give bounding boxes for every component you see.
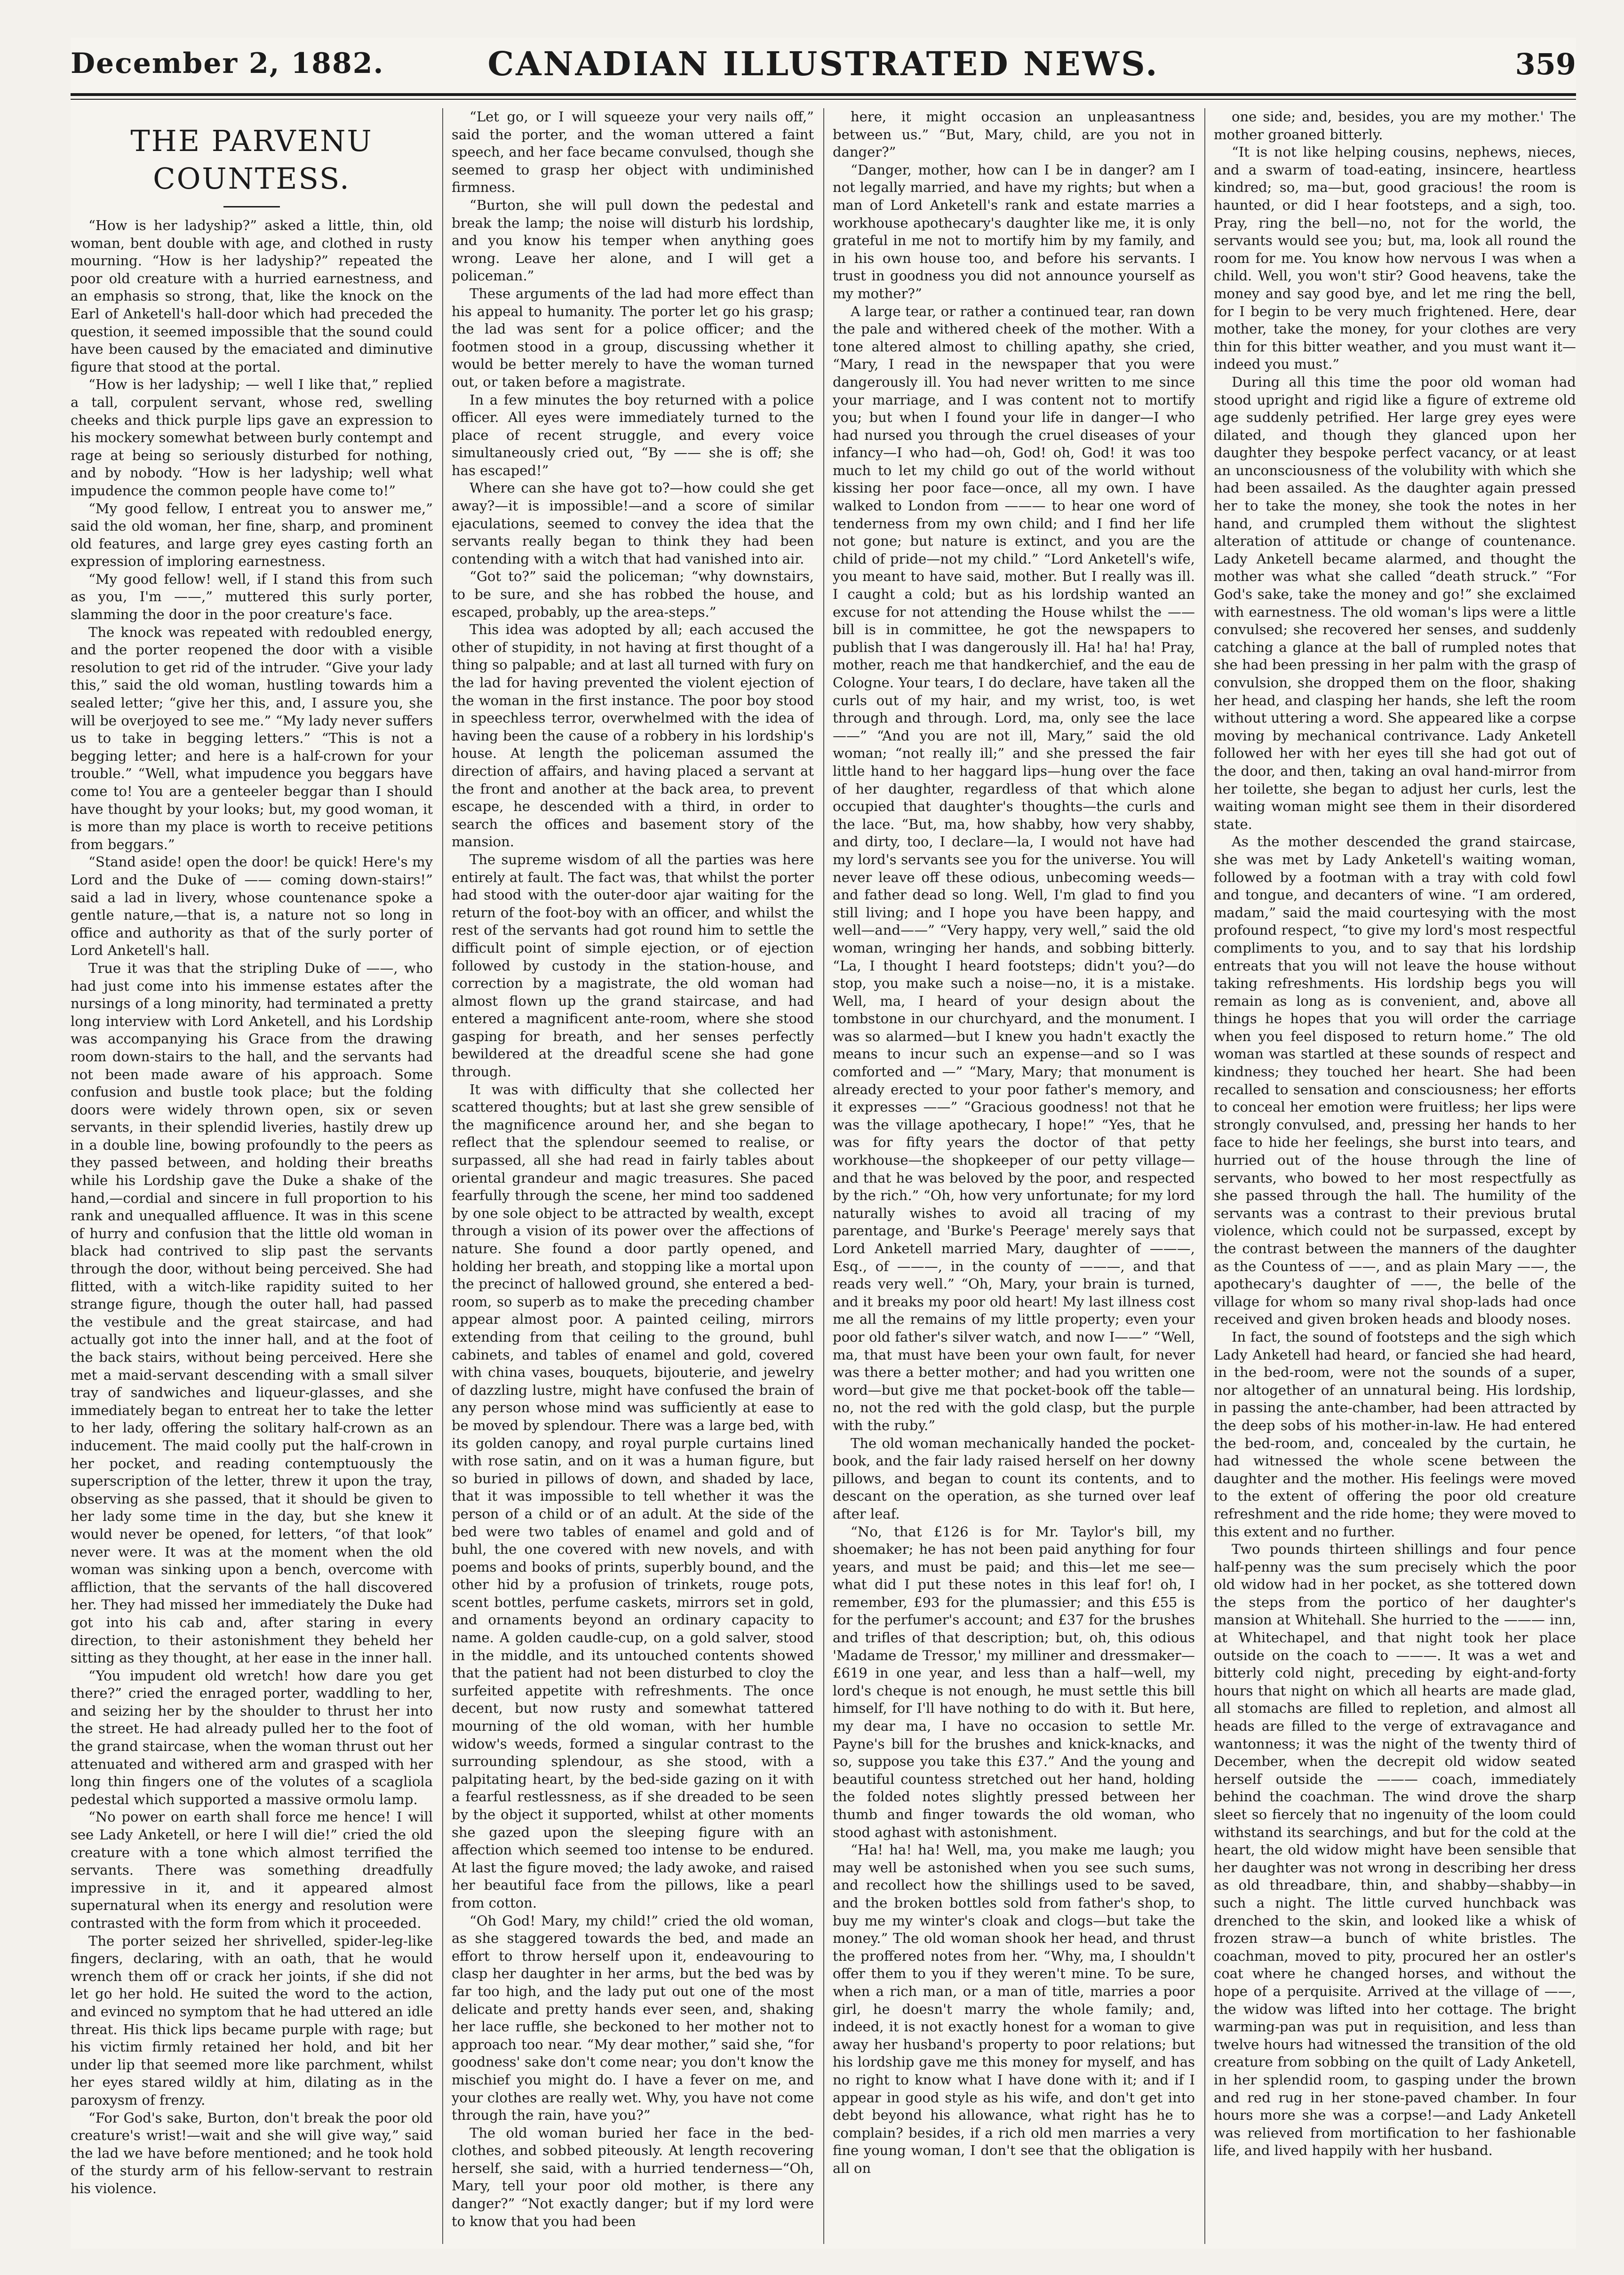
article-paragraph: “For God's sake, Burton, don't break the poor old creature's wrist!—wait and she will give way,” said the lad we have before mentioned; and he took hold of the sturdy arm of his fellow-servant to restrain his violence. bbox=[71, 2109, 433, 2196]
article-paragraph: As the mother descended the grand staircase, she was met by Lady Anketell's waiting woman, followed by a footman with a tray with cold fowl and tongue, and decanters of wine. “I am ordered, madam,” said the maid courtesying with the most profound respect, “to give my lord's most respectful compliments to you, and to say that his lordship entreats that you will not leave the house without taking refreshments. His lordship begs you will remain as long as is convenient, and, above all things he hopes that you will order the carriage when you feel disposed to return home.” The old woman was startled at these sounds of respect and kindness; they touched her heart. She had been recalled to sensation and consciousness; her efforts to conceal her emotion were fruitless; her lips were strongly convulsed, and, pressing her hands to her face to hide her feelings, she burst into tears, and hurried out of the house through the line of servants, who bowed to her most respectfully as she passed through the hall. The humility of the servants was a contrast to their previous brutal violence, which could not be surpassed, except by the contrast between the manners of the daughter as the Countess of ——, and as plain Mary ——, the apothecary's daughter of ——, the belle of the village for whom so many rival shop-lads had once received and given broken heads and bloody noses. bbox=[1214, 834, 1576, 1328]
publication-title: CANADIAN ILLUSTRATED NEWS. bbox=[487, 44, 1159, 83]
article-paragraph: In fact, the sound of footsteps and the sigh which Lady Anketell had heard, or fancied she had heard, in the bed-room, were not the sounds of a super, nor altogether of an unnatural being. His lordship, in passing the ante-chamber, had been attracted by the deep sobs of his mother-in-law. He had entered the bed-room, and, concealed by the curtain, he had witnessed the whole scene between the daughter and the mother. His feelings were moved to the extent of offering the poor old creature refreshment and the ride home; they were moved to this extent and no further. bbox=[1214, 1328, 1576, 1540]
article-paragraph: “You impudent old wretch! how dare you get there?” cried the enraged porter, waddling to her, and seizing her by the shoulder to thrust her into the street. He had already pulled her to the foot of the grand staircase, when the woman thrust out her attenuated and withered arm and grasped with her long thin fingers one of the volutes of a scagliola pedestal which supported a massive ormolu lamp. bbox=[71, 1667, 433, 1807]
article-paragraph: True it was that the stripling Duke of ——, who had just come into his immense estates after the nursings of a long minority, had terminated a pretty long interview with Lord Anketell, and his Lordship was accompanying his Grace from the drawing room down-stairs to the hall, and the servants had not been made aware of his approach. Some confusion and bustle took place; but the folding doors were widely thrown open, six or seven servants, in their splendid liveries, hastily drew up in a double line, bowing profoundly to the peers as they passed between, and holding their breaths while his Lordship gave the Duke a shake of the hand,—cordial and sincere in full proportion to his rank and unequalled affluence. It was in this scene of hurry and confusion that the little old woman in black had contrived to slip past the servants through the door, without being perceived. She had flitted, with a witch-like rapidity suited to her strange figure, though the outer hall, had passed the vestibule and the great staircase, and had actually got into the inner hall, and at the foot of the back stairs, without being perceived. Here she met a maid-servant descending with a small silver tray of sandwiches and liqueur-glasses, and she immediately began to entreat her to take the letter to her lady, offering the solitary half-crown as an inducement. The maid coolly put the half-crown in her pocket, and reading contemptuously the superscription of the letter, threw it upon the tray, observing as she passed, that it should be given to her lady some time in the day, but she knew it would never be opened, for letters, “of that look” never were. It was at the moment when the old woman was sinking upon a bench, overcome with affliction, that the servants of the hall discovered her. They had missed her immediately the Duke had got into his cab and, after staring in every direction, to their astonishment they beheld her sitting as they thought, at her ease in the inner hall. bbox=[71, 960, 433, 1666]
article-paragraph: “Got to?” said the policeman; “why downstairs, to be sure, and she has robbed the house, and escaped, probably, up the area-steps.” bbox=[452, 568, 814, 620]
title-rule bbox=[223, 206, 280, 207]
running-header bbox=[71, 38, 1576, 89]
article-paragraph: “Burton, she will pull down the pedestal and break the lamp; the noise will disturb his lordship, and you know his temper when anything goes wrong. Leave her alone, and I will get a policeman.” bbox=[452, 197, 814, 284]
article-paragraph: “My good fellow, I entreat you to answer me,” said the old woman, her fine, sharp, and prominent old features, and large grey eyes casting forth an expression of imploring earnestness. bbox=[71, 500, 433, 570]
page-number: 359 bbox=[1515, 47, 1576, 81]
column-divider bbox=[823, 108, 824, 2244]
article-paragraph: The old woman mechanically handed the pocket-book, and the fair lady raised herself on her downy pillows, and began to count its contents, and to descant on the operation, as she turned over leaf after leaf. bbox=[833, 1435, 1195, 1522]
article-paragraph: This idea was adopted by all; each accused the other of stupidity, in not having at first thought of a thing so palpable; and at last all turned with fury on the lad for having prevented the violent ejection of the woman in the first instance. The poor boy stood in speechless terror, overwhelmed with the idea of having been the cause of a robbery in his lordship's house. At length the policeman assumed the direction of affairs, and having placed a servant at the front and another at the back area, to prevent escape, he descended with a third, in order to search the offices and basement story of the mansion. bbox=[452, 621, 814, 850]
article-paragraph: “Oh God! Mary, my child!” cried the old woman, as she staggered towards the bed, and made an effort to throw herself upon it, endeavouring to clasp her daughter in her arms, but the bed was by far too high, and the lady put out one of the most delicate and pretty hands ever seen, and, shaking her lace ruffle, she beckoned to her mother not to approach too near. “My dear mother,” said she, “for goodness' sake don't come near; you don't know the mischief you might do. I have a fever on me, and your clothes are really wet. Why, you have not come through the rain, have you?” bbox=[452, 1912, 814, 2124]
article-paragraph: “No power on earth shall force me hence! I will see Lady Anketell, or here I will die!” cried the old creature with a tone which almost terrified the servants. There was something dreadfully impressive in it, and it appeared almost supernatural when its energy and resolution were contrasted with the form from which it proceeded. bbox=[71, 1809, 433, 1931]
header-rule-thin bbox=[71, 99, 1576, 100]
article-paragraph: here, it might occasion an unpleasantness between us.” “But, Mary, child, are you not in danger?” bbox=[833, 109, 1195, 160]
article-paragraph: The knock was repeated with redoubled energy, and the porter reopened the door with a visible resolution to get rid of the intruder. “Give your lady this,” said the old woman, hustling towards him a sealed letter; “give her this, and, I assure you, she will be overjoyed to see me.” “My lady never suffers us to take in begging letters.” “This is not a begging letter; and here is a half-crown for your trouble.” “Well, what impudence you beggars have come to! You are a genteeler beggar than I should have thought by your looks; but, my good woman, it is more than my place is worth to receive petitions from beggars.” bbox=[71, 624, 433, 852]
article-paragraph: one side; and, besides, you are my mother.' The mother groaned bitterly. bbox=[1214, 109, 1576, 143]
article-paragraph: “Ha! ha! ha! Well, ma, you make me laugh; you may well be astonished when you see such sums, and recollect how the shillings used to be saved, and the broken bottles sold from father's shop, to buy me my winter's cloak and clogs—but take the money.” The old woman shook her head, and thrust the proffered notes from her. “Why, ma, I shouldn't offer them to you if they weren't mine. To be sure, when a rich man, or a man of title, marries a poor girl, he doesn't marry the whole family; and, indeed, it is not exactly honest for a woman to give away her husband's property to poor relations; but his lordship gave me this money for myself, and has no right to know what I have done with it; and if I appear in good style as his wife, and don't get into debt beyond his allowance, what right has he to complain? besides, if a rich old men marries a very fine young woman, I don't see that the obligation is all on bbox=[833, 1842, 1195, 2176]
article-paragraph: “How is her ladyship; — well I like that,” replied a tall, corpulent servant, whose red, swelling cheeks and thick purple lips gave an expression to his mockery somewhat between burly contempt and rage at being so seriously disturbed for nothing, and by nobody. “How is her ladyship; well what impudence the common people have come to!” bbox=[71, 376, 433, 499]
article-paragraph: During all this time the poor old woman had stood upright and rigid like a figure of extreme old age suddenly petrified. Her large grey eyes were dilated, and though they glanced upon her daughter they bespoke perfect vacancy, or at least an unconsciousness of the volubility with which she had been assailed. As the daughter again pressed her to take the money, she took the notes in her hand, and crumpled them without the slightest alteration of attitude or change of countenance. Lady Anketell became alarmed, and thought the mother was what she called “death struck.” “For God's sake, take the money and go!” she exclaimed with earnestness. The old woman's lips were a little convulsed; she recovered her senses, and suddenly catching a glance at the ball of rumpled notes that she had been pressing in her palm with the grasp of convulsion, she dropped them on the floor, shaking her head, and clasping her hands, she left the room without uttering a word. She appeared like a corpse moving by mechanical contrivance. Lady Anketell followed her with her eyes till she had got out of the door, and then, taking an oval hand-mirror from her toilette, she began to adjust her curls, lest the waiting woman might see them in their disordered state. bbox=[1214, 374, 1576, 832]
article-paragraph: In a few minutes the boy returned with a police officer. All eyes were immediately turned to the place of recent struggle, and every voice simultaneously cried out, “By —— she is off; she has escaped!” bbox=[452, 391, 814, 478]
article-title: THE PARVENU COUNTESS. bbox=[130, 124, 373, 196]
column-1 bbox=[71, 108, 433, 2244]
article-paragraph: The old woman buried her face in the bed-clothes, and sobbed piteously. At length recovering herself, she said, with a hurried tenderness—“Oh, Mary, tell your poor old mother, is there any danger?” “Not exactly danger; but if my lord were to know that you had been bbox=[452, 2124, 814, 2229]
article-paragraph: The porter seized her shrivelled, spider-leg-like fingers, declaring, with an oath, that he would wrench them off or crack her joints, if she did not let go her hold. He suited the word to the action, and evinced no symptom that he had uttered an idle threat. His thick lips became purple with rage; but his victim firmly retained her hold, and bit her under lip that seemed more like parchment, whilst her eyes stared wildly at him, dilating as in the paroxysm of frenzy. bbox=[71, 1933, 433, 2108]
article-paragraph: These arguments of the lad had more effect than his appeal to humanity. The porter let go his grasp; the lad was sent for a police officer; and the footmen stood in a group, discussing whether it would be better merely to have the woman turned out, or taken before a magistrate. bbox=[452, 285, 814, 390]
newspaper-page bbox=[71, 38, 1576, 2249]
article-paragraph: “It is not like helping cousins, nephews, nieces, and a swarm of toad-eating, insincere, heartless kindred; so, ma—but, good gracious! the room is haunted, or did I hear footsteps, and a sigh, too. Pray, ring the bell—no, not for the world, the servants would see you; but, ma, look all round the room for me. You know how nervous I was when a child. Well, you won't stir? Good heavens, take the money and say good bye, and let me ring the bell, for I begin to be very much frightened. Here, dear mother, take the money, for your clothes are very thin for this bitter weather, and you must want it—indeed you must.” bbox=[1214, 144, 1576, 373]
column-2 bbox=[452, 108, 814, 2244]
article-paragraph: “How is her ladyship?” asked a little, thin, old woman, bent double with age, and clothed in rusty mourning. “How is her ladyship?” repeated the poor old creature with a hurried earnestness, and an emphasis so strong, that, like the knock on the Earl of Anketell's hall-door which had preceded the question, it seemed impossible that the sound could have been caused by the emaciated and diminutive figure that stood at the portal. bbox=[71, 217, 433, 375]
article-paragraph: Two pounds thirteen shillings and four pence half-penny was the sum precisely which the poor old widow had in her pocket, as she tottered down the steps from the portico of her daughter's mansion at Whitehall. She hurried to the ——— inn, at Whitechapel, and that night took her place outside on the coach to ———. It was a wet and bitterly cold night, preceding by eight-and-forty hours that night on which all hearts are made glad, all stomachs are filled to repletion, and almost all heads are filled to the verge of extravagance and wantonness; it was the night of the twenty third of December, when the decrepit old widow seated herself outside the ——— coach, immediately behind the coachman. The wind drove the sharp sleet so fiercely that no ingenuity of the loom could withstand its searchings, and but for the cold at the heart, the old widow might have been sensible that her daughter was not wrong in describing her dress as old threadbare, thin, and shabby—shabby—in such a night. The little curved hunchback was drenched to the skin, and looked like a whisk of frozen straw—a bunch of white bristles. The coachman, moved to pity, procured her an ostler's coat where he changed horses, and without the hope of a perquisite. Arrived at the village of ——, the widow was lifted into her cottage. The bright warming-pan was put in requisition, and less than twelve hours had witnessed the transition of the old creature from sobbing on the quilt of Lady Anketell, in her splendid room, to gasping under the brown and red rug in her stone-paved chamber. In four hours more she was a corpse!—and Lady Anketell was relieved from mortification to her fashionable life, and lived happily with her husband. bbox=[1214, 1541, 1576, 2159]
column-3 bbox=[833, 108, 1195, 2244]
article-paragraph: “Stand aside! open the door! be quick! Here's my Lord and the Duke of —— coming down-stairs!” said a lad in livery, whose countenance spoke a gentle nature,—that is, a nature not so long in office and authority as that of the surly porter of Lord Anketell's hall. bbox=[71, 854, 433, 959]
article-paragraph: “My good fellow! well, if I stand this from such as you, I'm ——,” muttered this surly porter, slamming the door in the poor creature's face. bbox=[71, 571, 433, 623]
column-divider bbox=[442, 108, 443, 2244]
article-paragraph: A large tear, or rather a continued tear, ran down the pale and withered cheek of the mother. With a tone altered almost to chilling apathy, she cried, “Mary, I read in the newspaper that you were dangerously ill. You had never written to me since your marriage, and I was content not to mortify you; but when I found your life in danger—I who had nursed you through the cruel diseases of your infancy—I who had—oh, God! oh, God! it was too much to let my child go out of the world without kissing her poor face—once, all my own. I have walked to London from ——— to hear one word of tenderness from my own child; and I find her life not gone; but nature is extinct, and you are the child of pride—not my child.” “Lord Anketell's wife, you meant to have said, mother. But I really was ill. I caught a cold; but as his lordship wanted an excuse for not attending the House whilst the —— bill is in committee, he got the newspapers to publish that I was dangerously ill. Ha! ha! ha! Pray, mother, reach me that handkerchief, and the eau de Cologne. Your tears, I do declare, have taken all the curls out of my hair, and my wrist, too, is wet through and through. Lord, ma, only see the lace——” “And you are not ill, Mary,” said the old woman; “not really ill;” and she pressed the fair little hand to her haggard lips—hung over the face of her daughter, regardless of that which alone occupied that daughter's thoughts—the curls and the lace. “But, ma, how shabby, how very shabby, and dirty, too, I declare—la, I would not have had my lord's servants see you for the universe. You will never leave off these odious, unbecoming weeds—and father dead so long. Well, I'm glad to find you still living; and I hope you have been happy, and well—and——” “Very happy, very well,” said the old woman, wringing her hands, and sobbing bitterly. “La, I thought I heard footsteps; didn't you?—do stop, you make such a noise—no, it is a mistake. Well, ma, I heard of your design about the tombstone in our churchyard, and the monument. I was so alarmed—but I knew you hadn't exactly the means to incur such an expense—and so I was comforted and —” “Mary, Mary; that monument is already erected to your poor father's memory, and it expresses ——” “Gracious goodness! not that he was the village apothecary, I hope!” “Yes, that he was for fifty years the doctor of that petty workhouse—the shopkeeper of our petty village—and that he was beloved by the poor, and respected by the rich.” “Oh, how very unfortunate; for my lord naturally wishes to avoid all tracing of my parentage, and 'Burke's Peerage' merely says that Lord Anketell married Mary, daughter of ———, Esq., of ———, in the county of ———, and that reads very well.” “Oh, Mary, your brain is turned, and it breaks my poor old heart! My last illness cost me all the remains of my little property; even your poor old father's silver watch, and now I——” “Well, ma, that must have been your own fault, for never was there a better mother; and had you written one word—but give me that pocket-book off the table—no, not the red with the gold clasp, but the purple with the ruby.” bbox=[833, 303, 1195, 1433]
article-paragraph: “No, that £126 is for Mr. Taylor's bill, my shoemaker; he has not been paid anything for four years, and must be paid; and this—let me see—what did I put these notes in this leaf for! oh, I remember, £93 for the plumassier; and this £55 is for the perfumer's account; and £37 for the brushes and trifles of that description; but, oh, this odious 'Madame de Tressor,' my milliner and dressmaker—£619 in one year, and less than a half—well, my lord's cheque is not enough, he must settle this bill himself, for I'll have nothing to do with it. But here, my dear ma, I have no occasion to settle Mr. Payne's bill for the brushes and knick-knacks, and so, suppose you take this £37.” And the young and beautiful countess stretched out her hand, holding the folded notes slightly pressed between her thumb and finger towards the old woman, who stood aghast with astonishment. bbox=[833, 1523, 1195, 1840]
article-paragraph: “Danger, mother, how can I be in danger? am I not legally married, and have my rights; but when a man of Lord Anketell's rank and estate marries a workhouse apothecary's daughter like me, it is only grateful in me not to mortify him by my family, and in his own house too, and before his servants. I trust in goodness you did not announce yourself as my mother?” bbox=[833, 161, 1195, 302]
article-paragraph: The supreme wisdom of all the parties was here entirely at fault. The fact was, that whilst the porter had stood with the outer-door ajar waiting for the return of the foot-boy with an officer, and whilst the rest of the servants had got round him to settle the difficult point of simple ejection, or of ejection followed by custody in the station-house, and correction by a magistrate, the old woman had almost flown up the grand staircase, and had entered a magnificent ante-room, where she stood gasping for breath, and her senses perfectly bewildered at the dreadful scene she had gone through. bbox=[452, 851, 814, 1080]
article-paragraph: Where can she have got to?—how could she get away?—it is impossible!—and a score of similar ejaculations, seemed to convey the idea that the servants really began to think they had been contending with a witch that had vanished into air. bbox=[452, 480, 814, 567]
issue-date: December 2, 1882. bbox=[71, 47, 384, 80]
column-divider bbox=[1204, 108, 1205, 2244]
header-rule bbox=[71, 93, 1576, 96]
article-paragraph: It was with difficulty that she collected her scattered thoughts; but at last she grew sensible of the magnificence around her, and she began to reflect that the splendour seemed to realise, or surpassed, all she had read in fairly tables about oriental grandeur and magic treasures. She paced fearfully through the scene, her mind too saddened by one sole object to be attracted by wealth, except through a vision of its power over the affections of nature. She found a door partly opened, and holding her breath, and stopping like a mortal upon the precinct of hallowed ground, she entered a bed-room, so superb as to make the preceding chamber appear almost poor. A painted ceiling, mirrors extending from that ceiling to the ground, buhl cabinets, and tables of enamel and gold, covered with china vases, bouquets, bijouterie, and jewelry of dazzling lustre, might have confused the brain of any person whose mind was sufficiently at ease to be moved by splendour. There was a large bed, with its golden canopy, and royal purple curtains lined with rose satin, and on it was a human figure, but so buried in pillows of down, and shaded by lace, that it was impossible to tell whether it was the person of a child or of an adult. At the side of the bed were two tables of enamel and gold and of buhl, the one covered with new novels, and with poems and books of prints, superbly bound, and the other hid by a profusion of trinkets, rouge pots, scent bottles, perfume caskets, mirrors set in gold, and ornaments beyond an ordinary capacity to name. A golden caudle-cup, on a gold salver, stood in the middle, and its untouched contents showed that the patient had not been disturbed to cloy the surfeited appetite with refreshments. The once decent, but now rusty and somewhat tattered mourning of the old woman, with her humble widow's weeds, formed a singular contrast to the surrounding splendour, as she stood, with a palpitating heart, by the bed-side gazing on it with a fearful restlessness, as if she dreaded to be seen by the object it supported, whilst at other moments she gazed upon the sleeping figure with an affection which seemed too intense to be endured. At last the figure moved; the lady awoke, and raised her beautiful face from the pillows, like a pearl from cotton. bbox=[452, 1081, 814, 1911]
article-paragraph: “Let go, or I will squeeze your very nails off,” said the porter, and the woman uttered a faint speech, and her face became convulsed, though she seemed to grasp her object with undiminished firmness. bbox=[452, 109, 814, 196]
column-4 bbox=[1214, 108, 1576, 2244]
